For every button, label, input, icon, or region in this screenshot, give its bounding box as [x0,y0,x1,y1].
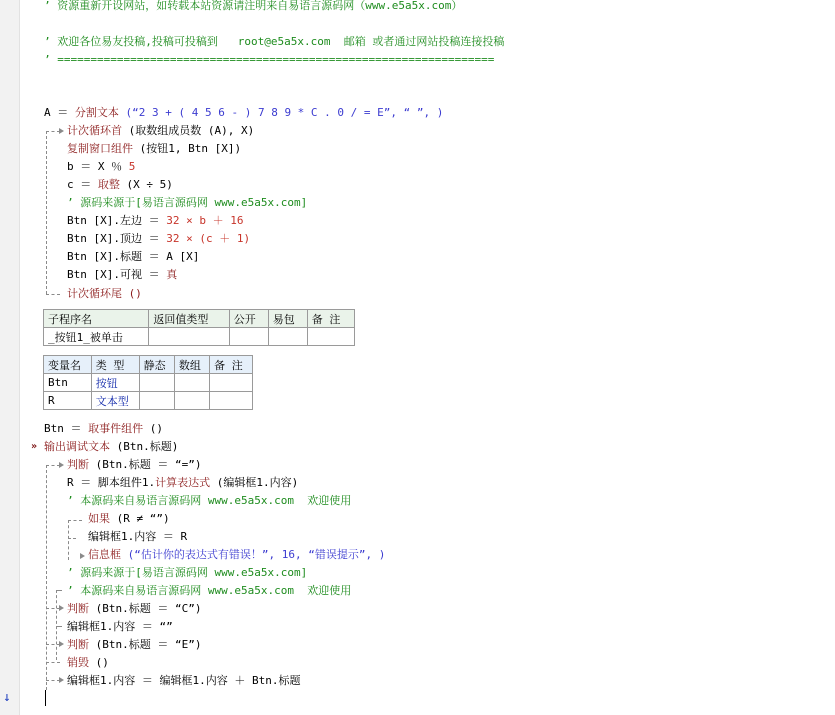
down-arrow-icon: ↓ [3,690,11,705]
code-line: 复制窗口组件 (按钮1, Btn [X]) [67,142,242,155]
table-cell[interactable] [149,328,229,346]
block-guide [46,662,60,663]
code-line: 编辑框1.内容 ＝ 编辑框1.内容 ＋ Btn.标题 [67,674,301,687]
table-cell[interactable]: R [44,392,92,410]
comment-line: ’ 源码来源于[易语言源码网 www.e5a5x.com] [67,566,308,579]
block-guide [46,294,60,295]
block-guide [68,538,76,539]
column-header: 静态 [139,356,174,374]
table-cell[interactable] [307,328,354,346]
block-guide [46,680,60,681]
code-line: 输出调试文本 (Btn.标题) [44,440,179,453]
column-header: 子程序名 [44,310,149,328]
code-line: Btn [X].标题 ＝ A [X] [67,250,200,263]
block-guide [68,520,82,521]
block-guide [46,131,60,132]
code-line: b ＝ X ％ 5 [67,160,136,173]
branch-arrow-icon [59,677,64,683]
variable-table[interactable] [43,355,253,410]
breakpoint-marker-icon[interactable]: » [31,441,38,452]
block-guide [56,626,62,627]
code-line: R ＝ 脚本组件1.计算表达式 (编辑框1.内容) [67,476,299,489]
code-line: 如果 (R ≠ “”) [88,512,170,525]
branch-arrow-icon [59,641,64,647]
comment-line: ’ 本源码来自易语言源码网 www.e5a5x.com 欢迎使用 [67,584,352,597]
code-line: 判断 (Btn.标题 ＝ “=”) [67,458,202,471]
table-cell[interactable] [268,328,307,346]
column-header: 备 注 [307,310,354,328]
subroutine-table[interactable] [43,309,355,346]
line-gutter [0,0,20,715]
table-cell[interactable] [210,374,253,392]
comment-line: ’ ================================================================== [44,53,495,66]
column-header: 变量名 [44,356,92,374]
table-cell[interactable]: 按钮 [91,374,139,392]
block-guide [46,465,47,690]
code-line: Btn ＝ 取事件组件 () [44,422,163,435]
table-cell[interactable] [229,328,268,346]
comment-line: ’ 欢迎各位易友投稿,投稿可投稿到 root@e5a5x.com 邮箱 或者通过网站投稿连接投稿 [44,35,505,48]
column-header: 返回值类型 [149,310,229,328]
code-line: 判断 (Btn.标题 ＝ “E”) [67,638,202,651]
column-header: 易包 [268,310,307,328]
comment-line: ’ 源码来源于[易语言源码网 www.e5a5x.com] [67,196,308,209]
table-cell[interactable]: Btn [44,374,92,392]
code-line: Btn [X].顶边 ＝ 32 × (c ＋ 1) [67,232,251,245]
code-line: 销毁 () [67,656,109,669]
table-cell[interactable] [174,374,209,392]
block-guide [46,131,47,294]
column-header: 类 型 [91,356,139,374]
text-caret [45,690,46,706]
code-line: A ＝ 分割文本 (“2 3 + ( 4 5 6 - ) 7 8 9 * C . 0 / = E”, “ ”, ) [44,106,444,119]
table-cell[interactable] [210,392,253,410]
code-line: 编辑框1.内容 ＝ “” [67,620,173,633]
code-line: 计次循环首 (取数组成员数 (A), X) [67,124,255,137]
branch-arrow-icon [59,462,64,468]
column-header: 数组 [174,356,209,374]
branch-arrow-icon [59,605,64,611]
code-line: c ＝ 取整 (X ÷ 5) [67,178,173,191]
loop-arrow-icon [59,128,64,134]
code-line: 判断 (Btn.标题 ＝ “C”) [67,602,202,615]
code-line: 信息框 (“估计你的表达式有错误！”, 16, “错误提示”, ) [88,548,386,561]
code-line: Btn [X].可视 ＝ 真 [67,268,178,281]
block-guide [56,590,62,591]
comment-line: ’ 本源码来自易语言源码网 www.e5a5x.com 欢迎使用 [67,494,352,507]
block-guide [56,590,57,660]
code-line: 编辑框1.内容 ＝ R [88,530,188,543]
table-cell[interactable]: _按钮1_被单击 [44,328,149,346]
table-cell[interactable]: 文本型 [91,392,139,410]
block-guide [46,465,60,466]
column-header: 公开 [229,310,268,328]
table-cell[interactable] [139,392,174,410]
block-guide [68,520,69,560]
table-cell[interactable] [139,374,174,392]
table-cell[interactable] [174,392,209,410]
comment-line: ’ 资源重新开设网站，如转载本站资源请注明来自易语言源码网（www.e5a5x.com） [44,0,463,12]
branch-arrow-icon [80,553,85,559]
column-header: 备 注 [210,356,253,374]
block-guide [46,644,60,645]
code-line: Btn [X].左边 ＝ 32 × b ＋ 16 [67,214,244,227]
code-line: 计次循环尾 () [67,287,142,300]
block-guide [46,608,60,609]
